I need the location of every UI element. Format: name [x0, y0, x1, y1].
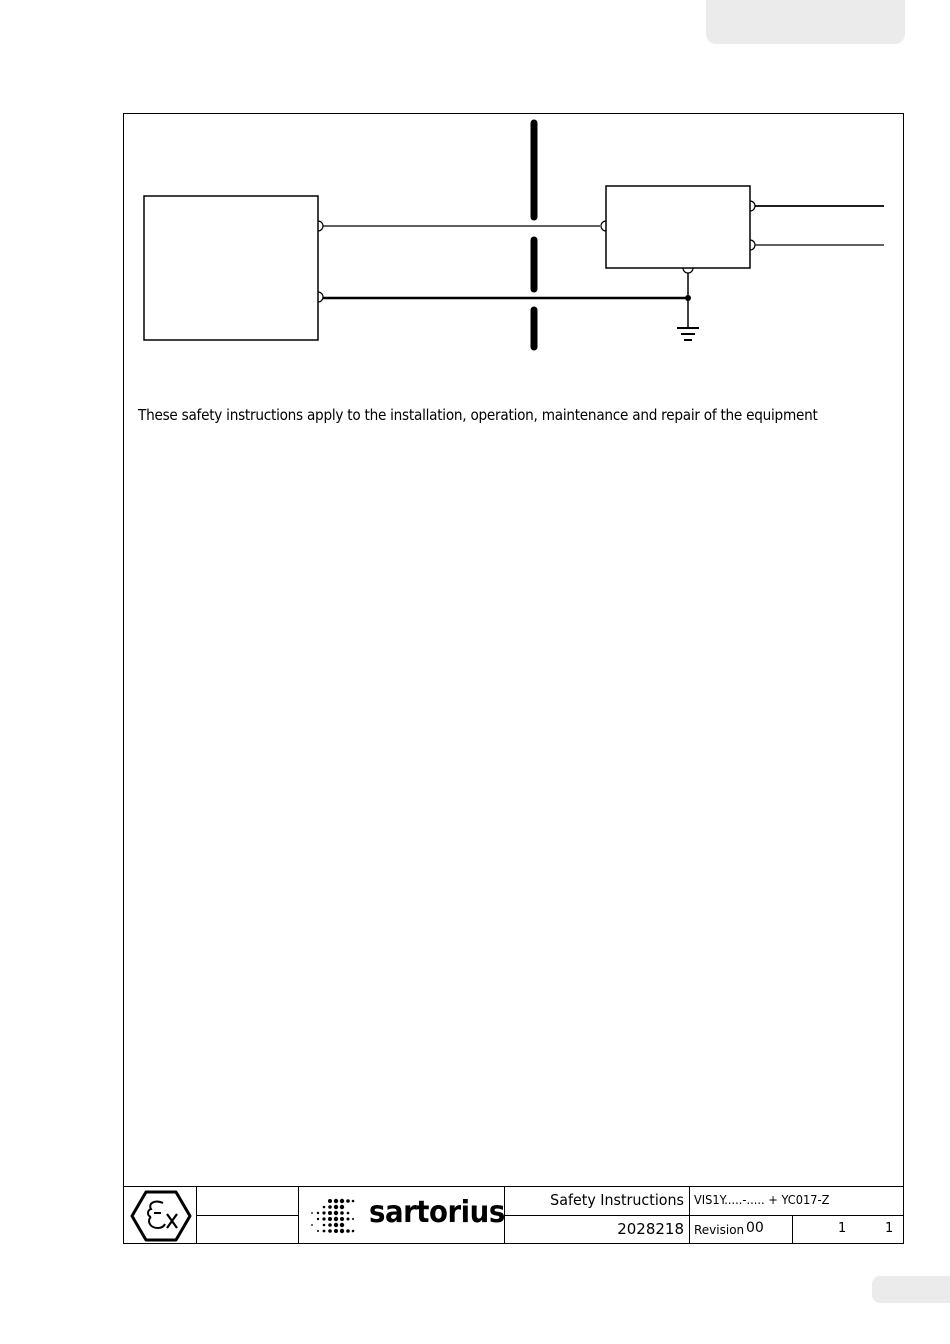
intro-text: These safety instructions apply to the installation, operation, maintenance and repair of the equipment — [138, 406, 818, 424]
right-device-box — [606, 186, 750, 268]
tb-divider — [504, 1215, 903, 1216]
revision-label: Revision — [694, 1223, 745, 1237]
sartorius-dot-logo-icon — [308, 1197, 356, 1235]
document-number: 2028218 — [617, 1220, 684, 1238]
junction-dot — [685, 295, 691, 301]
model-designation: VIS1Y.....-..... + YC017-Z — [694, 1193, 830, 1207]
page-tab-bottom — [872, 1276, 950, 1303]
ex-explosion-protection-icon — [130, 1190, 192, 1242]
ground-symbol-icon — [677, 328, 699, 340]
title-block — [123, 1186, 904, 1244]
revision-value: 00 — [746, 1220, 764, 1236]
document-title: Safety Instructions — [550, 1191, 684, 1209]
left-device-box — [144, 196, 318, 340]
sheet-number: 1 — [838, 1221, 847, 1236]
sheet-total: 1 — [885, 1221, 894, 1236]
tb-divider — [298, 1187, 299, 1243]
wiring-diagram — [0, 0, 950, 400]
brand-wordmark: sartorius — [369, 1195, 505, 1230]
tb-divider — [196, 1215, 298, 1216]
tb-divider — [792, 1215, 793, 1243]
